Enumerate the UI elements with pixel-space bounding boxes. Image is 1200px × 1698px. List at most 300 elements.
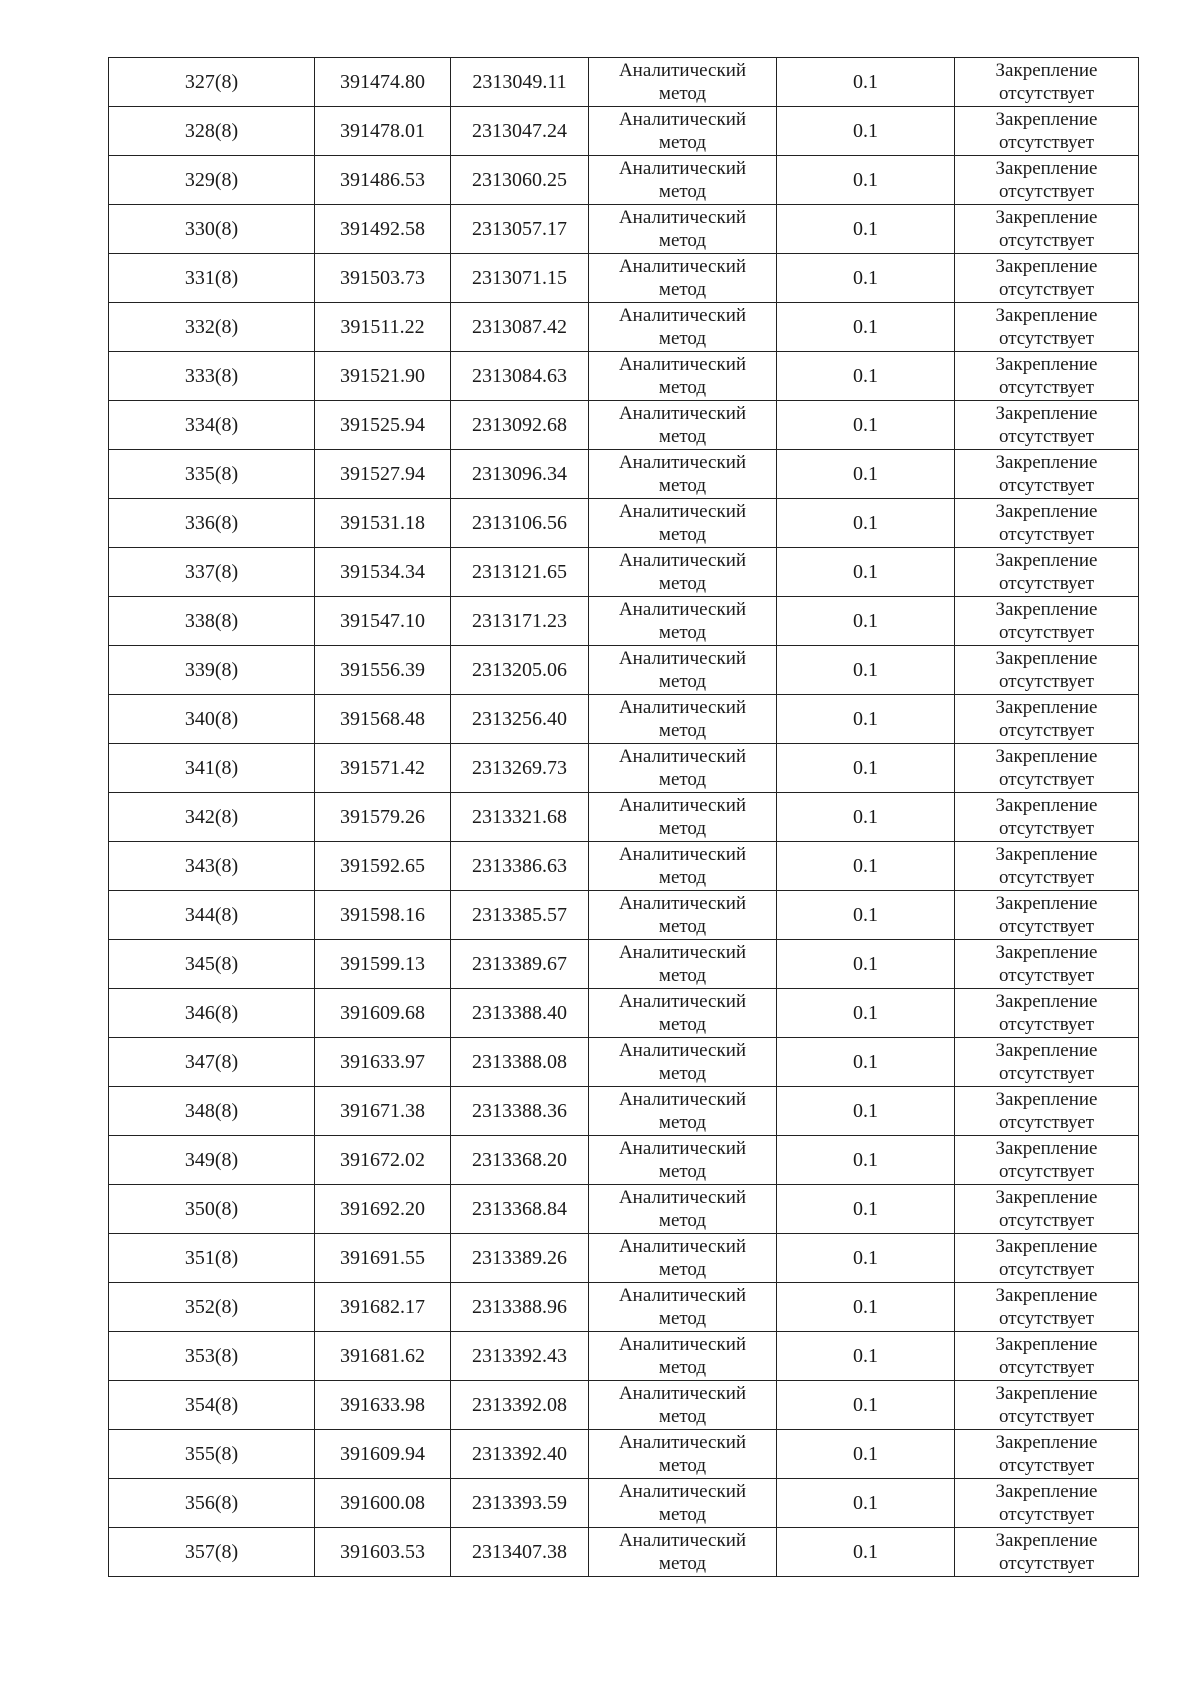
method-line-2: метод xyxy=(658,720,707,741)
table-row xyxy=(109,1528,1139,1577)
y-coordinate-cell: 2313256.40 xyxy=(451,695,589,744)
fixing-line-1: Закрепление xyxy=(995,942,1098,963)
y-coordinate-cell: 2313057.17 xyxy=(451,205,589,254)
method-line-2: метод xyxy=(658,671,707,692)
fixing-line-2: отсутствует xyxy=(998,769,1095,790)
x-coordinate-cell: 391571.42 xyxy=(315,744,451,793)
point-number-cell: 329(8) xyxy=(109,156,315,205)
method-line-1: Аналитический xyxy=(618,991,747,1012)
fixing-line-2: отсутствует xyxy=(998,818,1095,839)
point-number-cell: 331(8) xyxy=(109,254,315,303)
y-coordinate-cell: 2313071.15 xyxy=(451,254,589,303)
accuracy-cell: 0.1 xyxy=(777,793,955,842)
fixing-cell xyxy=(955,842,1139,891)
method-line-1: Аналитический xyxy=(618,1138,747,1159)
accuracy-cell: 0.1 xyxy=(777,205,955,254)
point-number-cell: 353(8) xyxy=(109,1332,315,1381)
method-line-2: метод xyxy=(658,132,707,153)
point-number-cell: 333(8) xyxy=(109,352,315,401)
point-number-cell: 347(8) xyxy=(109,1038,315,1087)
y-coordinate-cell: 2313388.36 xyxy=(451,1087,589,1136)
fixing-cell xyxy=(955,1234,1139,1283)
fixing-line-1: Закрепление xyxy=(995,1138,1098,1159)
table-row xyxy=(109,401,1139,450)
table-row xyxy=(109,989,1139,1038)
method-cell xyxy=(589,1381,777,1430)
x-coordinate-cell: 391525.94 xyxy=(315,401,451,450)
fixing-line-1: Закрепление xyxy=(995,60,1098,81)
table-row xyxy=(109,1136,1139,1185)
method-line-1: Аналитический xyxy=(618,1383,747,1404)
fixing-line-2: отсутствует xyxy=(998,1210,1095,1231)
y-coordinate-cell: 2313392.08 xyxy=(451,1381,589,1430)
table-row xyxy=(109,1234,1139,1283)
x-coordinate-cell: 391511.22 xyxy=(315,303,451,352)
method-line-2: метод xyxy=(658,1455,707,1476)
accuracy-cell: 0.1 xyxy=(777,58,955,107)
fixing-line-1: Закрепление xyxy=(995,1432,1098,1453)
fixing-line-2: отсутствует xyxy=(998,1357,1095,1378)
method-cell xyxy=(589,1087,777,1136)
table-row xyxy=(109,548,1139,597)
y-coordinate-cell: 2313106.56 xyxy=(451,499,589,548)
fixing-line-2: отсутствует xyxy=(998,83,1095,104)
accuracy-cell: 0.1 xyxy=(777,695,955,744)
accuracy-cell: 0.1 xyxy=(777,156,955,205)
accuracy-cell: 0.1 xyxy=(777,1087,955,1136)
fixing-line-2: отсутствует xyxy=(998,426,1095,447)
method-line-1: Аналитический xyxy=(618,1481,747,1502)
y-coordinate-cell: 2313084.63 xyxy=(451,352,589,401)
method-line-1: Аналитический xyxy=(618,550,747,571)
fixing-cell xyxy=(955,891,1139,940)
fixing-cell xyxy=(955,156,1139,205)
table-row xyxy=(109,646,1139,695)
method-line-2: метод xyxy=(658,524,707,545)
fixing-cell xyxy=(955,1283,1139,1332)
point-number-cell: 327(8) xyxy=(109,58,315,107)
method-cell xyxy=(589,352,777,401)
x-coordinate-cell: 391556.39 xyxy=(315,646,451,695)
fixing-line-1: Закрепление xyxy=(995,795,1098,816)
method-line-2: метод xyxy=(658,230,707,251)
y-coordinate-cell: 2313388.08 xyxy=(451,1038,589,1087)
accuracy-cell: 0.1 xyxy=(777,1185,955,1234)
accuracy-cell: 0.1 xyxy=(777,499,955,548)
method-line-1: Аналитический xyxy=(618,1040,747,1061)
x-coordinate-cell: 391531.18 xyxy=(315,499,451,548)
fixing-line-2: отсутствует xyxy=(998,1455,1095,1476)
method-line-2: метод xyxy=(658,1063,707,1084)
fixing-cell xyxy=(955,744,1139,793)
accuracy-cell: 0.1 xyxy=(777,744,955,793)
x-coordinate-cell: 391599.13 xyxy=(315,940,451,989)
point-number-cell: 334(8) xyxy=(109,401,315,450)
method-line-1: Аналитический xyxy=(618,1089,747,1110)
x-coordinate-cell: 391633.98 xyxy=(315,1381,451,1430)
fixing-line-1: Закрепление xyxy=(995,109,1098,130)
y-coordinate-cell: 2313392.40 xyxy=(451,1430,589,1479)
fixing-line-2: отсутствует xyxy=(998,1259,1095,1280)
fixing-cell xyxy=(955,1038,1139,1087)
x-coordinate-cell: 391592.65 xyxy=(315,842,451,891)
fixing-line-1: Закрепление xyxy=(995,1089,1098,1110)
y-coordinate-cell: 2313407.38 xyxy=(451,1528,589,1577)
accuracy-cell: 0.1 xyxy=(777,548,955,597)
method-cell xyxy=(589,1283,777,1332)
accuracy-cell: 0.1 xyxy=(777,597,955,646)
fixing-line-1: Закрепление xyxy=(995,158,1098,179)
table-row xyxy=(109,1283,1139,1332)
point-number-cell: 356(8) xyxy=(109,1479,315,1528)
table-row xyxy=(109,1185,1139,1234)
table-row xyxy=(109,940,1139,989)
method-line-1: Аналитический xyxy=(618,60,747,81)
method-cell xyxy=(589,401,777,450)
x-coordinate-cell: 391600.08 xyxy=(315,1479,451,1528)
accuracy-cell: 0.1 xyxy=(777,1528,955,1577)
x-coordinate-cell: 391681.62 xyxy=(315,1332,451,1381)
y-coordinate-cell: 2313205.06 xyxy=(451,646,589,695)
fixing-line-1: Закрепление xyxy=(995,893,1098,914)
x-coordinate-cell: 391633.97 xyxy=(315,1038,451,1087)
fixing-cell xyxy=(955,793,1139,842)
method-cell xyxy=(589,744,777,793)
y-coordinate-cell: 2313368.20 xyxy=(451,1136,589,1185)
fixing-line-1: Закрепление xyxy=(995,697,1098,718)
point-number-cell: 335(8) xyxy=(109,450,315,499)
point-number-cell: 343(8) xyxy=(109,842,315,891)
fixing-line-1: Закрепление xyxy=(995,403,1098,424)
method-line-1: Аналитический xyxy=(618,1187,747,1208)
x-coordinate-cell: 391598.16 xyxy=(315,891,451,940)
fixing-line-2: отсутствует xyxy=(998,916,1095,937)
fixing-line-1: Закрепление xyxy=(995,256,1098,277)
method-line-2: метод xyxy=(658,1308,707,1329)
accuracy-cell: 0.1 xyxy=(777,891,955,940)
y-coordinate-cell: 2313389.67 xyxy=(451,940,589,989)
method-line-2: метод xyxy=(658,1504,707,1525)
y-coordinate-cell: 2313047.24 xyxy=(451,107,589,156)
method-line-2: метод xyxy=(658,965,707,986)
fixing-line-2: отсутствует xyxy=(998,524,1095,545)
method-line-1: Аналитический xyxy=(618,256,747,277)
fixing-line-1: Закрепление xyxy=(995,207,1098,228)
method-line-1: Аналитический xyxy=(618,1530,747,1551)
fixing-cell xyxy=(955,58,1139,107)
fixing-line-2: отсутствует xyxy=(998,867,1095,888)
method-cell xyxy=(589,303,777,352)
table-row xyxy=(109,107,1139,156)
method-line-2: метод xyxy=(658,1406,707,1427)
x-coordinate-cell: 391478.01 xyxy=(315,107,451,156)
point-number-cell: 340(8) xyxy=(109,695,315,744)
table-row xyxy=(109,1430,1139,1479)
x-coordinate-cell: 391609.94 xyxy=(315,1430,451,1479)
point-number-cell: 355(8) xyxy=(109,1430,315,1479)
x-coordinate-cell: 391672.02 xyxy=(315,1136,451,1185)
method-cell xyxy=(589,891,777,940)
point-number-cell: 346(8) xyxy=(109,989,315,1038)
method-line-1: Аналитический xyxy=(618,501,747,522)
method-cell xyxy=(589,548,777,597)
method-line-2: метод xyxy=(658,1161,707,1182)
point-number-cell: 336(8) xyxy=(109,499,315,548)
accuracy-cell: 0.1 xyxy=(777,303,955,352)
method-line-2: метод xyxy=(658,1112,707,1133)
fixing-line-2: отсутствует xyxy=(998,132,1095,153)
accuracy-cell: 0.1 xyxy=(777,1430,955,1479)
x-coordinate-cell: 391534.34 xyxy=(315,548,451,597)
fixing-line-1: Закрепление xyxy=(995,1187,1098,1208)
fixing-line-2: отсутствует xyxy=(998,671,1095,692)
method-line-2: метод xyxy=(658,769,707,790)
fixing-line-1: Закрепление xyxy=(995,550,1098,571)
point-number-cell: 339(8) xyxy=(109,646,315,695)
fixing-cell xyxy=(955,646,1139,695)
method-cell xyxy=(589,1430,777,1479)
y-coordinate-cell: 2313385.57 xyxy=(451,891,589,940)
fixing-line-1: Закрепление xyxy=(995,452,1098,473)
accuracy-cell: 0.1 xyxy=(777,450,955,499)
accuracy-cell: 0.1 xyxy=(777,352,955,401)
fixing-line-2: отсутствует xyxy=(998,1161,1095,1182)
fixing-cell xyxy=(955,1381,1139,1430)
point-number-cell: 342(8) xyxy=(109,793,315,842)
y-coordinate-cell: 2313386.63 xyxy=(451,842,589,891)
method-line-1: Аналитический xyxy=(618,1432,747,1453)
x-coordinate-cell: 391492.58 xyxy=(315,205,451,254)
x-coordinate-cell: 391527.94 xyxy=(315,450,451,499)
method-cell xyxy=(589,597,777,646)
method-cell xyxy=(589,695,777,744)
method-line-1: Аналитический xyxy=(618,1285,747,1306)
method-line-1: Аналитический xyxy=(618,599,747,620)
method-line-1: Аналитический xyxy=(618,893,747,914)
accuracy-cell: 0.1 xyxy=(777,254,955,303)
accuracy-cell: 0.1 xyxy=(777,842,955,891)
fixing-line-2: отсутствует xyxy=(998,720,1095,741)
table-row xyxy=(109,1087,1139,1136)
fixing-cell xyxy=(955,1479,1139,1528)
fixing-line-2: отсутствует xyxy=(998,1406,1095,1427)
y-coordinate-cell: 2313269.73 xyxy=(451,744,589,793)
method-line-2: метод xyxy=(658,622,707,643)
point-number-cell: 352(8) xyxy=(109,1283,315,1332)
fixing-line-1: Закрепление xyxy=(995,991,1098,1012)
method-cell xyxy=(589,842,777,891)
fixing-cell xyxy=(955,548,1139,597)
x-coordinate-cell: 391503.73 xyxy=(315,254,451,303)
y-coordinate-cell: 2313087.42 xyxy=(451,303,589,352)
method-cell xyxy=(589,1332,777,1381)
accuracy-cell: 0.1 xyxy=(777,1332,955,1381)
point-number-cell: 344(8) xyxy=(109,891,315,940)
method-line-2: метод xyxy=(658,279,707,300)
method-line-2: метод xyxy=(658,916,707,937)
method-line-2: метод xyxy=(658,818,707,839)
fixing-cell xyxy=(955,254,1139,303)
fixing-cell xyxy=(955,450,1139,499)
method-cell xyxy=(589,107,777,156)
method-cell xyxy=(589,58,777,107)
method-cell xyxy=(589,793,777,842)
accuracy-cell: 0.1 xyxy=(777,1038,955,1087)
method-line-2: метод xyxy=(658,426,707,447)
fixing-cell xyxy=(955,695,1139,744)
method-cell xyxy=(589,989,777,1038)
method-line-1: Аналитический xyxy=(618,305,747,326)
method-cell xyxy=(589,1038,777,1087)
accuracy-cell: 0.1 xyxy=(777,107,955,156)
fixing-cell xyxy=(955,401,1139,450)
method-line-2: метод xyxy=(658,1259,707,1280)
table-row xyxy=(109,744,1139,793)
point-number-cell: 328(8) xyxy=(109,107,315,156)
method-line-2: метод xyxy=(658,573,707,594)
fixing-cell xyxy=(955,205,1139,254)
fixing-line-1: Закрепление xyxy=(995,1285,1098,1306)
fixing-line-1: Закрепление xyxy=(995,599,1098,620)
accuracy-cell: 0.1 xyxy=(777,1479,955,1528)
accuracy-cell: 0.1 xyxy=(777,989,955,1038)
method-line-2: метод xyxy=(658,181,707,202)
fixing-cell xyxy=(955,1430,1139,1479)
point-number-cell: 345(8) xyxy=(109,940,315,989)
method-line-1: Аналитический xyxy=(618,697,747,718)
method-line-1: Аналитический xyxy=(618,1334,747,1355)
fixing-cell xyxy=(955,107,1139,156)
fixing-line-2: отсутствует xyxy=(998,377,1095,398)
table-row xyxy=(109,156,1139,205)
table-row xyxy=(109,303,1139,352)
y-coordinate-cell: 2313121.65 xyxy=(451,548,589,597)
y-coordinate-cell: 2313096.34 xyxy=(451,450,589,499)
method-cell xyxy=(589,646,777,695)
method-line-1: Аналитический xyxy=(618,452,747,473)
x-coordinate-cell: 391568.48 xyxy=(315,695,451,744)
fixing-cell xyxy=(955,1185,1139,1234)
y-coordinate-cell: 2313393.59 xyxy=(451,1479,589,1528)
coordinates-table xyxy=(108,57,1139,1577)
table-row xyxy=(109,695,1139,744)
table-row xyxy=(109,597,1139,646)
table-row xyxy=(109,450,1139,499)
fixing-line-2: отсутствует xyxy=(998,573,1095,594)
method-cell xyxy=(589,499,777,548)
y-coordinate-cell: 2313092.68 xyxy=(451,401,589,450)
x-coordinate-cell: 391609.68 xyxy=(315,989,451,1038)
accuracy-cell: 0.1 xyxy=(777,1381,955,1430)
table-row xyxy=(109,891,1139,940)
x-coordinate-cell: 391547.10 xyxy=(315,597,451,646)
method-line-2: метод xyxy=(658,377,707,398)
method-line-1: Аналитический xyxy=(618,109,747,130)
method-line-1: Аналитический xyxy=(618,942,747,963)
method-line-1: Аналитический xyxy=(618,158,747,179)
fixing-cell xyxy=(955,989,1139,1038)
method-line-1: Аналитический xyxy=(618,844,747,865)
point-number-cell: 354(8) xyxy=(109,1381,315,1430)
fixing-cell xyxy=(955,1136,1139,1185)
method-cell xyxy=(589,1528,777,1577)
table-row xyxy=(109,1332,1139,1381)
point-number-cell: 357(8) xyxy=(109,1528,315,1577)
fixing-line-2: отсутствует xyxy=(998,1504,1095,1525)
accuracy-cell: 0.1 xyxy=(777,401,955,450)
accuracy-cell: 0.1 xyxy=(777,646,955,695)
y-coordinate-cell: 2313388.40 xyxy=(451,989,589,1038)
y-coordinate-cell: 2313388.96 xyxy=(451,1283,589,1332)
fixing-line-1: Закрепление xyxy=(995,354,1098,375)
method-cell xyxy=(589,205,777,254)
fixing-line-2: отсутствует xyxy=(998,475,1095,496)
x-coordinate-cell: 391521.90 xyxy=(315,352,451,401)
point-number-cell: 330(8) xyxy=(109,205,315,254)
method-line-2: метод xyxy=(658,1210,707,1231)
fixing-line-1: Закрепление xyxy=(995,1334,1098,1355)
fixing-line-1: Закрепление xyxy=(995,501,1098,522)
fixing-line-1: Закрепление xyxy=(995,1236,1098,1257)
accuracy-cell: 0.1 xyxy=(777,1136,955,1185)
method-line-1: Аналитический xyxy=(618,403,747,424)
fixing-line-2: отсутствует xyxy=(998,279,1095,300)
fixing-cell xyxy=(955,303,1139,352)
table-row xyxy=(109,254,1139,303)
x-coordinate-cell: 391603.53 xyxy=(315,1528,451,1577)
method-line-1: Аналитический xyxy=(618,1236,747,1257)
y-coordinate-cell: 2313060.25 xyxy=(451,156,589,205)
method-cell xyxy=(589,1185,777,1234)
method-line-1: Аналитический xyxy=(618,354,747,375)
x-coordinate-cell: 391682.17 xyxy=(315,1283,451,1332)
point-number-cell: 332(8) xyxy=(109,303,315,352)
method-cell xyxy=(589,254,777,303)
fixing-line-1: Закрепление xyxy=(995,1481,1098,1502)
method-cell xyxy=(589,1234,777,1283)
method-cell xyxy=(589,1136,777,1185)
method-cell xyxy=(589,450,777,499)
fixing-cell xyxy=(955,1087,1139,1136)
point-number-cell: 341(8) xyxy=(109,744,315,793)
fixing-cell xyxy=(955,1528,1139,1577)
table-row xyxy=(109,58,1139,107)
x-coordinate-cell: 391579.26 xyxy=(315,793,451,842)
fixing-line-2: отсутствует xyxy=(998,622,1095,643)
fixing-line-2: отсутствует xyxy=(998,1112,1095,1133)
fixing-line-1: Закрепление xyxy=(995,746,1098,767)
fixing-line-2: отсутствует xyxy=(998,1553,1095,1574)
point-number-cell: 338(8) xyxy=(109,597,315,646)
accuracy-cell: 0.1 xyxy=(777,1283,955,1332)
y-coordinate-cell: 2313321.68 xyxy=(451,793,589,842)
table-row xyxy=(109,205,1139,254)
y-coordinate-cell: 2313392.43 xyxy=(451,1332,589,1381)
table-row xyxy=(109,1479,1139,1528)
y-coordinate-cell: 2313389.26 xyxy=(451,1234,589,1283)
fixing-line-2: отсутствует xyxy=(998,1063,1095,1084)
fixing-cell xyxy=(955,1332,1139,1381)
method-line-1: Аналитический xyxy=(618,207,747,228)
method-line-1: Аналитический xyxy=(618,746,747,767)
method-line-2: метод xyxy=(658,1357,707,1378)
x-coordinate-cell: 391474.80 xyxy=(315,58,451,107)
method-cell xyxy=(589,1479,777,1528)
fixing-line-1: Закрепление xyxy=(995,844,1098,865)
point-number-cell: 349(8) xyxy=(109,1136,315,1185)
table-row xyxy=(109,793,1139,842)
method-line-1: Аналитический xyxy=(618,795,747,816)
